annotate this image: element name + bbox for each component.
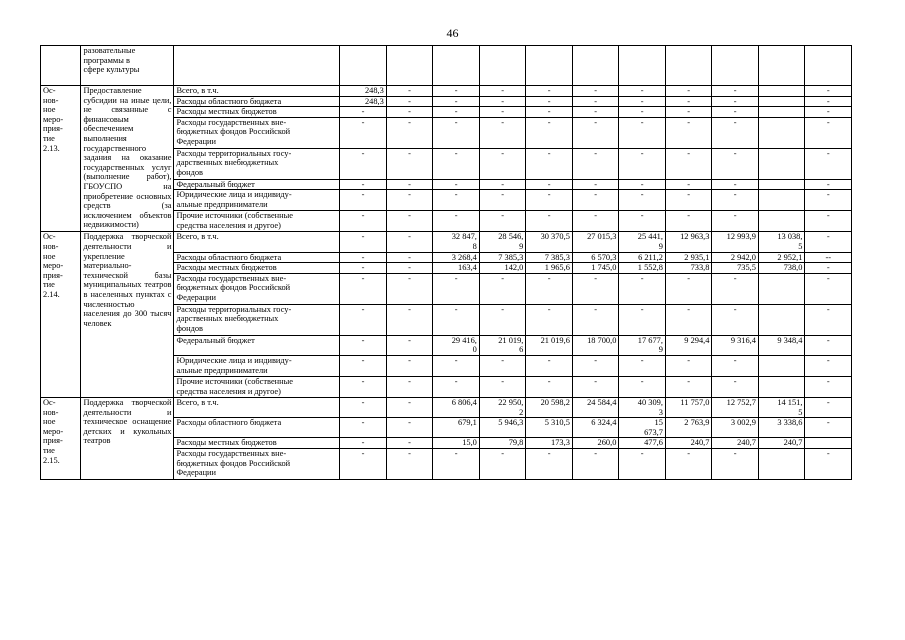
- value-cell: -: [340, 397, 387, 417]
- value-cell: -: [479, 211, 526, 232]
- value-cell: 27 015,3: [572, 232, 619, 252]
- value-cell: -: [805, 211, 852, 232]
- value-cell: -: [619, 304, 666, 335]
- value-cell: 679,1: [433, 418, 480, 438]
- value-cell: -: [386, 179, 433, 190]
- value-cell: -: [805, 418, 852, 438]
- value-cell: -: [665, 304, 712, 335]
- value-cell: 3 268,4: [433, 252, 480, 263]
- event-cell: Ос- нов- ное меро- прия- тие 2.13.: [41, 86, 81, 232]
- source-cell: Всего, в т.ч.: [174, 86, 340, 97]
- value-cell: 738,0: [758, 263, 805, 274]
- value-cell: 248,3: [340, 86, 387, 97]
- value-cell: 79,8: [479, 438, 526, 449]
- value-cell: -: [572, 86, 619, 97]
- event-name-cell: Поддержка творческой деятельности и укрепление материально-технической базы муниципальных театров в населенных пунктах с численностью населения до 300 тысяч человек: [81, 232, 174, 398]
- value-cell: -: [340, 438, 387, 449]
- source-cell: Расходы областного бюджета: [174, 96, 340, 107]
- value-cell: 142,0: [479, 263, 526, 274]
- value-cell: 163,4: [433, 263, 480, 274]
- value-cell: -: [386, 448, 433, 479]
- value-cell: -: [572, 304, 619, 335]
- source-cell: Расходы областного бюджета: [174, 418, 340, 438]
- value-cell: -: [805, 86, 852, 97]
- value-cell: -: [665, 211, 712, 232]
- value-cell: -: [479, 107, 526, 118]
- value-cell: -: [479, 96, 526, 107]
- value-cell: -: [386, 376, 433, 397]
- value-cell: 1 552,8: [619, 263, 666, 274]
- value-cell: -: [712, 148, 759, 179]
- value-cell: -: [386, 232, 433, 252]
- value-cell: -: [479, 304, 526, 335]
- value-cell: -: [619, 179, 666, 190]
- value-cell: -: [526, 355, 573, 376]
- value-cell: 240,7: [665, 438, 712, 449]
- value-cell: -: [386, 335, 433, 355]
- value-cell: -: [340, 179, 387, 190]
- value-cell: -: [479, 86, 526, 97]
- value-cell: -: [526, 211, 573, 232]
- source-cell: Расходы государственных вне- бюджетных фондов Российской Федерации: [174, 273, 340, 304]
- source-cell: Прочие источники (собственные средства населения и другое): [174, 376, 340, 397]
- value-cell: 2 942,0: [712, 252, 759, 263]
- value-cell: -: [665, 107, 712, 118]
- value-cell: -: [433, 273, 480, 304]
- value-cell: -: [712, 448, 759, 479]
- value-cell: -: [805, 179, 852, 190]
- source-cell: [174, 46, 340, 86]
- source-cell: Расходы государственных вне- бюджетных фондов Российской Федерации: [174, 448, 340, 479]
- value-cell: -: [572, 117, 619, 148]
- value-cell: -: [386, 355, 433, 376]
- value-cell: -: [479, 448, 526, 479]
- value-cell: 3 338,6: [758, 418, 805, 438]
- source-cell: Расходы местных бюджетов: [174, 438, 340, 449]
- value-cell: 733,8: [665, 263, 712, 274]
- value-cell: -: [805, 107, 852, 118]
- value-cell: [805, 438, 852, 449]
- value-cell: -: [805, 355, 852, 376]
- value-cell: -: [386, 252, 433, 263]
- value-cell: 14 151, 5: [758, 397, 805, 417]
- value-cell: 6 570,3: [572, 252, 619, 263]
- value-cell: 17 677, 9: [619, 335, 666, 355]
- value-cell: -: [619, 190, 666, 211]
- value-cell: -: [386, 86, 433, 97]
- value-cell: 1 745,0: [572, 263, 619, 274]
- value-cell: -: [665, 448, 712, 479]
- value-cell: -: [433, 96, 480, 107]
- value-cell: -: [526, 273, 573, 304]
- value-cell: -: [433, 117, 480, 148]
- source-cell: Прочие источники (собственные средства населения и другое): [174, 211, 340, 232]
- value-cell: 40 309, 3: [619, 397, 666, 417]
- value-cell: -: [526, 148, 573, 179]
- value-cell: -: [340, 355, 387, 376]
- value-cell: -: [340, 117, 387, 148]
- value-cell: [758, 448, 805, 479]
- value-cell: -: [386, 273, 433, 304]
- value-cell: -: [340, 190, 387, 211]
- value-cell: -: [665, 273, 712, 304]
- value-cell: 5 946,3: [479, 418, 526, 438]
- value-cell: -: [665, 355, 712, 376]
- value-cell: [758, 179, 805, 190]
- event-cell: Ос- нов- ное меро- прия- тие 2.15.: [41, 397, 81, 479]
- value-cell: [758, 86, 805, 97]
- value-cell: 24 584,4: [572, 397, 619, 417]
- page-number: 46: [446, 26, 459, 40]
- value-cell: -: [433, 304, 480, 335]
- value-cell: 240,7: [712, 438, 759, 449]
- value-cell: 12 963,3: [665, 232, 712, 252]
- source-cell: Расходы местных бюджетов: [174, 263, 340, 274]
- value-cell: -: [619, 211, 666, 232]
- value-cell: -: [340, 263, 387, 274]
- value-cell: [758, 117, 805, 148]
- value-cell: -: [386, 148, 433, 179]
- value-cell: -: [340, 376, 387, 397]
- event-cell: Ос- нов- ное меро- прия- тие 2.14.: [41, 232, 81, 398]
- value-cell: -: [340, 148, 387, 179]
- value-cell: -: [712, 211, 759, 232]
- value-cell: 30 370,5: [526, 232, 573, 252]
- value-cell: -: [572, 355, 619, 376]
- table-row: [41, 86, 852, 97]
- value-cell: -: [526, 304, 573, 335]
- value-cell: -: [712, 86, 759, 97]
- value-cell: -: [572, 190, 619, 211]
- value-cell: 173,3: [526, 438, 573, 449]
- value-cell: -: [619, 448, 666, 479]
- value-cell: -: [619, 107, 666, 118]
- source-cell: Федеральный бюджет: [174, 179, 340, 190]
- value-cell: -: [433, 86, 480, 97]
- value-cell: -: [619, 148, 666, 179]
- value-cell: 477,6: [619, 438, 666, 449]
- value-cell: -: [805, 148, 852, 179]
- value-cell: -: [805, 96, 852, 107]
- source-cell: Юридические лица и индивиду- альные предприниматели: [174, 190, 340, 211]
- value-cell: 29 416, 0: [433, 335, 480, 355]
- value-cell: -: [340, 211, 387, 232]
- source-cell: Расходы областного бюджета: [174, 252, 340, 263]
- value-cell: -: [386, 96, 433, 107]
- value-cell: 15,0: [433, 438, 480, 449]
- value-cell: [758, 355, 805, 376]
- value-cell: -: [340, 418, 387, 438]
- value-cell: 248,3: [340, 96, 387, 107]
- value-cell: -: [712, 376, 759, 397]
- value-cell: -: [386, 190, 433, 211]
- value-cell: 1 965,6: [526, 263, 573, 274]
- value-cell: [758, 273, 805, 304]
- table-row: [41, 232, 852, 252]
- value-cell: -: [665, 96, 712, 107]
- table-row: [41, 46, 852, 86]
- value-cell: -: [619, 117, 666, 148]
- value-cell: -: [712, 179, 759, 190]
- value-cell: 32 847, 8: [433, 232, 480, 252]
- value-cell: 13 038, 5: [758, 232, 805, 252]
- event-name-cell: Поддержка творческой деятельности и техническое оснащение детских и кукольных театров: [81, 397, 174, 479]
- value-cell: -: [665, 117, 712, 148]
- source-cell: Расходы территориальных госу- дарственных внебюджетных фондов: [174, 148, 340, 179]
- value-cell: 3 002,9: [712, 418, 759, 438]
- value-cell: -: [386, 438, 433, 449]
- value-cell: 7 385,3: [526, 252, 573, 263]
- value-cell: -: [619, 376, 666, 397]
- value-cell: [758, 190, 805, 211]
- value-cell: -: [479, 273, 526, 304]
- value-cell: -: [619, 355, 666, 376]
- value-cell: 2 935,1: [665, 252, 712, 263]
- value-cell: 15 673,7: [619, 418, 666, 438]
- value-cell: -: [526, 179, 573, 190]
- value-cell: -: [572, 179, 619, 190]
- value-cell: 9 348,4: [758, 335, 805, 355]
- budget-table: [40, 45, 852, 480]
- value-cell: [758, 96, 805, 107]
- value-cell: -: [805, 448, 852, 479]
- value-cell: -: [526, 107, 573, 118]
- value-cell: -: [340, 273, 387, 304]
- value-cell: 11 757,0: [665, 397, 712, 417]
- value-cell: -: [572, 376, 619, 397]
- value-cell: 5 310,5: [526, 418, 573, 438]
- value-cell: -: [479, 376, 526, 397]
- source-cell: Юридические лица и индивиду- альные предприниматели: [174, 355, 340, 376]
- value-cell: -: [665, 148, 712, 179]
- value-cell: 735,5: [712, 263, 759, 274]
- value-cell: -: [572, 211, 619, 232]
- value-cell: -: [665, 179, 712, 190]
- value-cell: -: [479, 355, 526, 376]
- value-cell: -: [805, 397, 852, 417]
- table-row: [41, 397, 852, 417]
- value-cell: -: [805, 335, 852, 355]
- value-cell: 28 546, 9: [479, 232, 526, 252]
- event-name-cell: Предоставление субсидии на иные цели, не связанные с финансовым обеспечением выполнения государственного задания на оказание государственных услуг (выполнение работ), ГБОУСПО на приобретение основных средств (за исключением объектов недвижимости): [81, 86, 174, 232]
- value-cell: -: [805, 304, 852, 335]
- value-cell: [758, 304, 805, 335]
- value-cell: 260,0: [572, 438, 619, 449]
- value-cell: 6 324,4: [572, 418, 619, 438]
- value-cell: -: [619, 96, 666, 107]
- value-cell: -: [619, 86, 666, 97]
- value-cell: 9 316,4: [712, 335, 759, 355]
- value-cell: -: [386, 211, 433, 232]
- source-cell: Расходы местных бюджетов: [174, 107, 340, 118]
- value-cell: -: [572, 107, 619, 118]
- value-cell: 12 993,9: [712, 232, 759, 252]
- source-cell: Расходы территориальных госу- дарственных внебюджетных фондов: [174, 304, 340, 335]
- value-cell: [758, 107, 805, 118]
- source-cell: Всего, в т.ч.: [174, 397, 340, 417]
- value-cell: -: [433, 107, 480, 118]
- value-cell: -: [433, 448, 480, 479]
- value-cell: 21 019,6: [526, 335, 573, 355]
- value-cell: -: [619, 273, 666, 304]
- value-cell: 21 019, 6: [479, 335, 526, 355]
- budget-table-body: [41, 46, 852, 480]
- value-cell: -: [572, 148, 619, 179]
- value-cell: -: [526, 376, 573, 397]
- value-cell: -: [479, 117, 526, 148]
- value-cell: 22 950, 2: [479, 397, 526, 417]
- value-cell: -: [712, 107, 759, 118]
- value-cell: -: [433, 190, 480, 211]
- value-cell: -: [526, 117, 573, 148]
- value-cell: -: [386, 117, 433, 148]
- value-cell: -: [340, 304, 387, 335]
- value-cell: -: [805, 376, 852, 397]
- value-cell: -: [340, 448, 387, 479]
- value-cell: -: [572, 448, 619, 479]
- value-cell: --: [805, 252, 852, 263]
- value-cell: -: [712, 273, 759, 304]
- value-cell: -: [386, 107, 433, 118]
- source-cell: Всего, в т.ч.: [174, 232, 340, 252]
- value-cell: -: [433, 211, 480, 232]
- value-cell: -: [340, 107, 387, 118]
- value-cell: -: [805, 273, 852, 304]
- value-cell: 18 700,0: [572, 335, 619, 355]
- value-cell: 20 598,2: [526, 397, 573, 417]
- value-cell: -: [665, 190, 712, 211]
- value-cell: -: [526, 86, 573, 97]
- value-cell: -: [386, 418, 433, 438]
- value-cell: -: [526, 96, 573, 107]
- value-cell: -: [805, 232, 852, 252]
- value-cell: -: [712, 117, 759, 148]
- value-cell: 2 763,9: [665, 418, 712, 438]
- event-cell: [41, 46, 81, 86]
- value-cell: -: [526, 190, 573, 211]
- value-cell: 2 952,1: [758, 252, 805, 263]
- value-cell: -: [526, 448, 573, 479]
- value-cell: -: [712, 190, 759, 211]
- value-cell: [758, 211, 805, 232]
- value-cell: 6 806,4: [433, 397, 480, 417]
- value-cell: -: [433, 355, 480, 376]
- value-cell: -: [340, 232, 387, 252]
- value-cell: -: [572, 96, 619, 107]
- value-cell: 9 294,4: [665, 335, 712, 355]
- value-cell: -: [479, 148, 526, 179]
- value-cell: -: [712, 355, 759, 376]
- value-cell: -: [433, 376, 480, 397]
- value-cell: -: [433, 179, 480, 190]
- value-cell: -: [386, 304, 433, 335]
- value-cell: -: [386, 397, 433, 417]
- value-cell: -: [340, 335, 387, 355]
- value-cell: 7 385,3: [479, 252, 526, 263]
- value-cell: 12 752,7: [712, 397, 759, 417]
- value-cell: [758, 376, 805, 397]
- value-cell: -: [665, 86, 712, 97]
- program-name-cell: разовательные программы в сфере культуры: [81, 46, 174, 86]
- value-cell: -: [572, 273, 619, 304]
- value-cell: 240,7: [758, 438, 805, 449]
- value-cell: -: [712, 96, 759, 107]
- value-cell: -: [479, 179, 526, 190]
- value-cell: -: [386, 263, 433, 274]
- value-cell: -: [805, 263, 852, 274]
- source-cell: Расходы государственных вне- бюджетных фондов Российской Федерации: [174, 117, 340, 148]
- value-cell: [758, 148, 805, 179]
- value-cell: -: [805, 117, 852, 148]
- value-cell: -: [340, 252, 387, 263]
- value-cell: -: [712, 304, 759, 335]
- value-cell: -: [665, 376, 712, 397]
- value-cell: -: [805, 190, 852, 211]
- value-cell: 25 441, 9: [619, 232, 666, 252]
- source-cell: Федеральный бюджет: [174, 335, 340, 355]
- value-cell: -: [479, 190, 526, 211]
- value-cell: 6 211,2: [619, 252, 666, 263]
- value-cell: -: [433, 148, 480, 179]
